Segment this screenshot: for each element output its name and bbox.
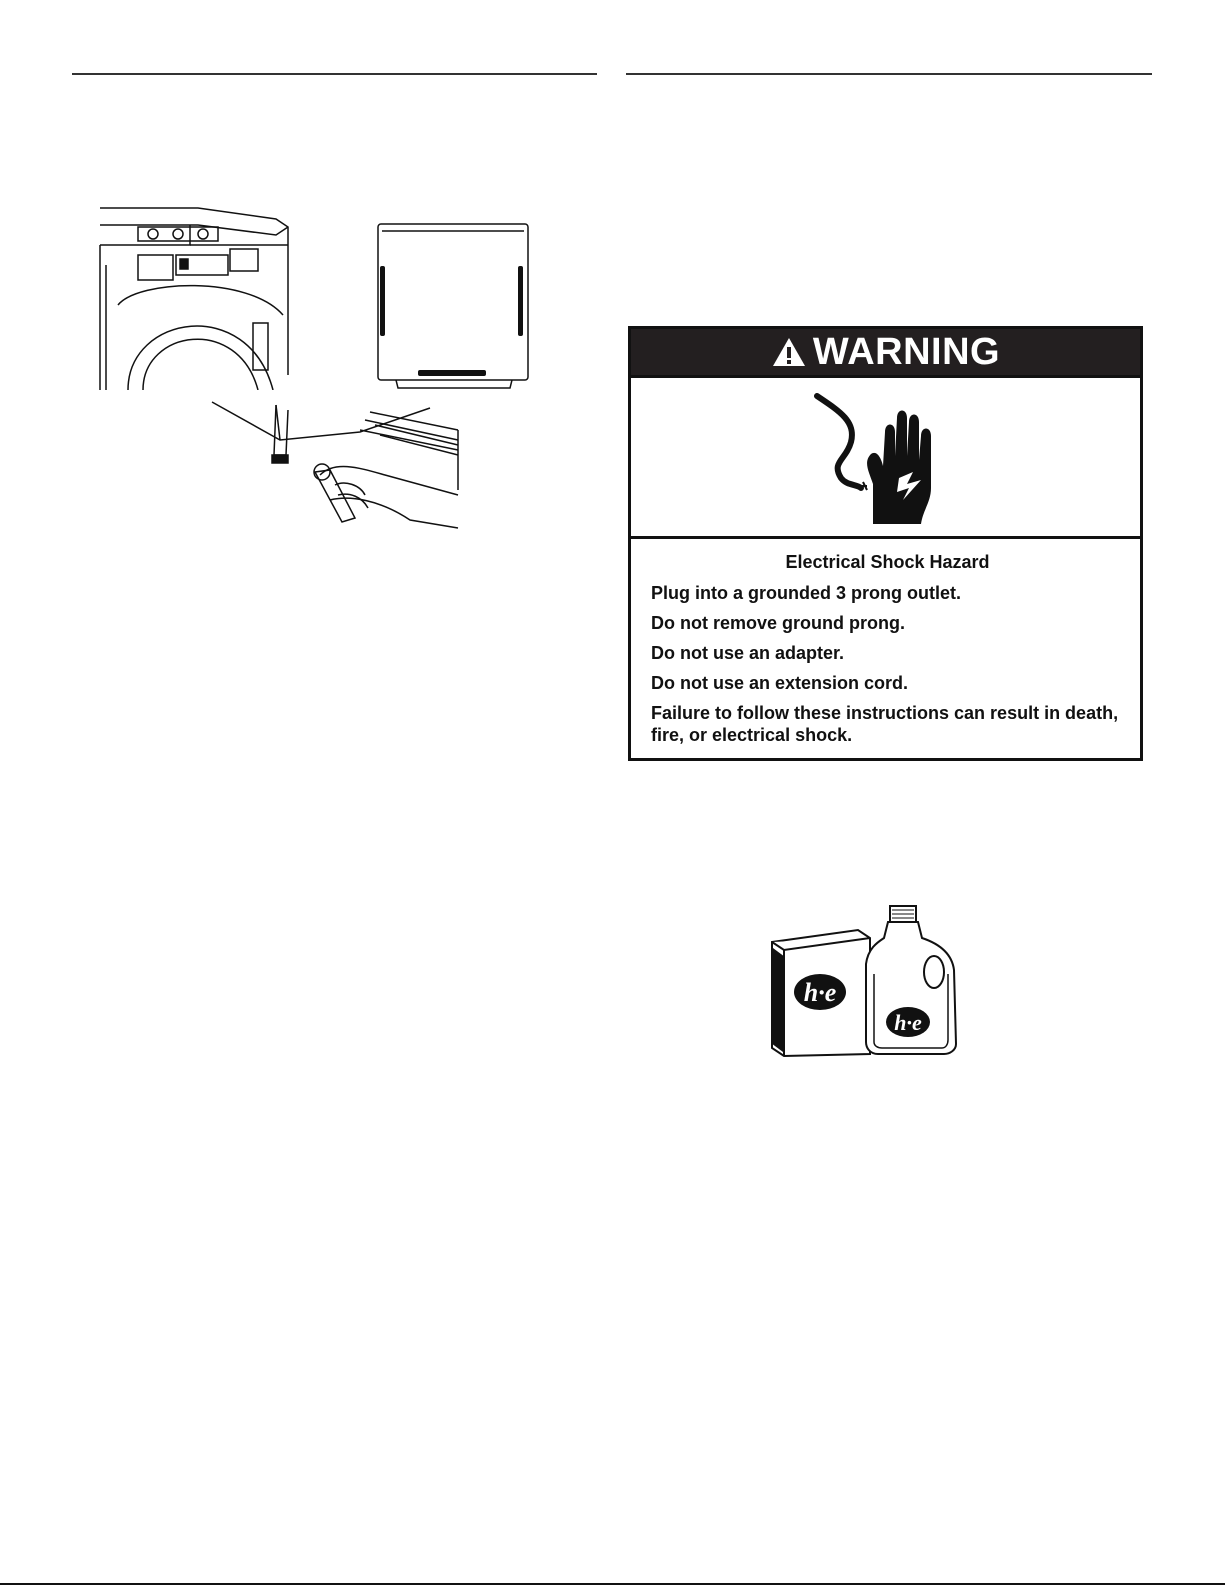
warning-pictogram [631,378,1140,539]
warning-triangle-icon [771,336,807,368]
warning-line: Failure to follow these instructions can result in death, fire, or electrical shock. [651,703,1119,745]
bottle-he-logo: h·e [894,1010,922,1035]
left-column-rule [72,73,597,75]
washer-side-panel-illustration [376,222,532,394]
right-column-rule [626,73,1152,75]
warning-line: Do not use an extension cord. [651,673,909,693]
warning-body [631,539,1140,746]
warning-line: Do not use an adapter. [651,643,845,663]
warning-box [628,326,1143,761]
he-detergent-illustration [770,904,960,1060]
hazard-title: Electrical Shock Hazard [785,552,990,572]
washer-front-illustration [98,205,298,390]
warning-header [631,329,1140,378]
warning-line: Do not remove ground prong. [651,613,905,633]
warning-line: Plug into a grounded 3 prong outlet. [651,583,961,603]
electrical-shock-hand-icon [811,392,951,526]
warning-title: WARNING [812,331,1001,373]
box-he-logo: h·e [803,978,837,1007]
leveling-leg-wrench-illustration [210,400,460,532]
